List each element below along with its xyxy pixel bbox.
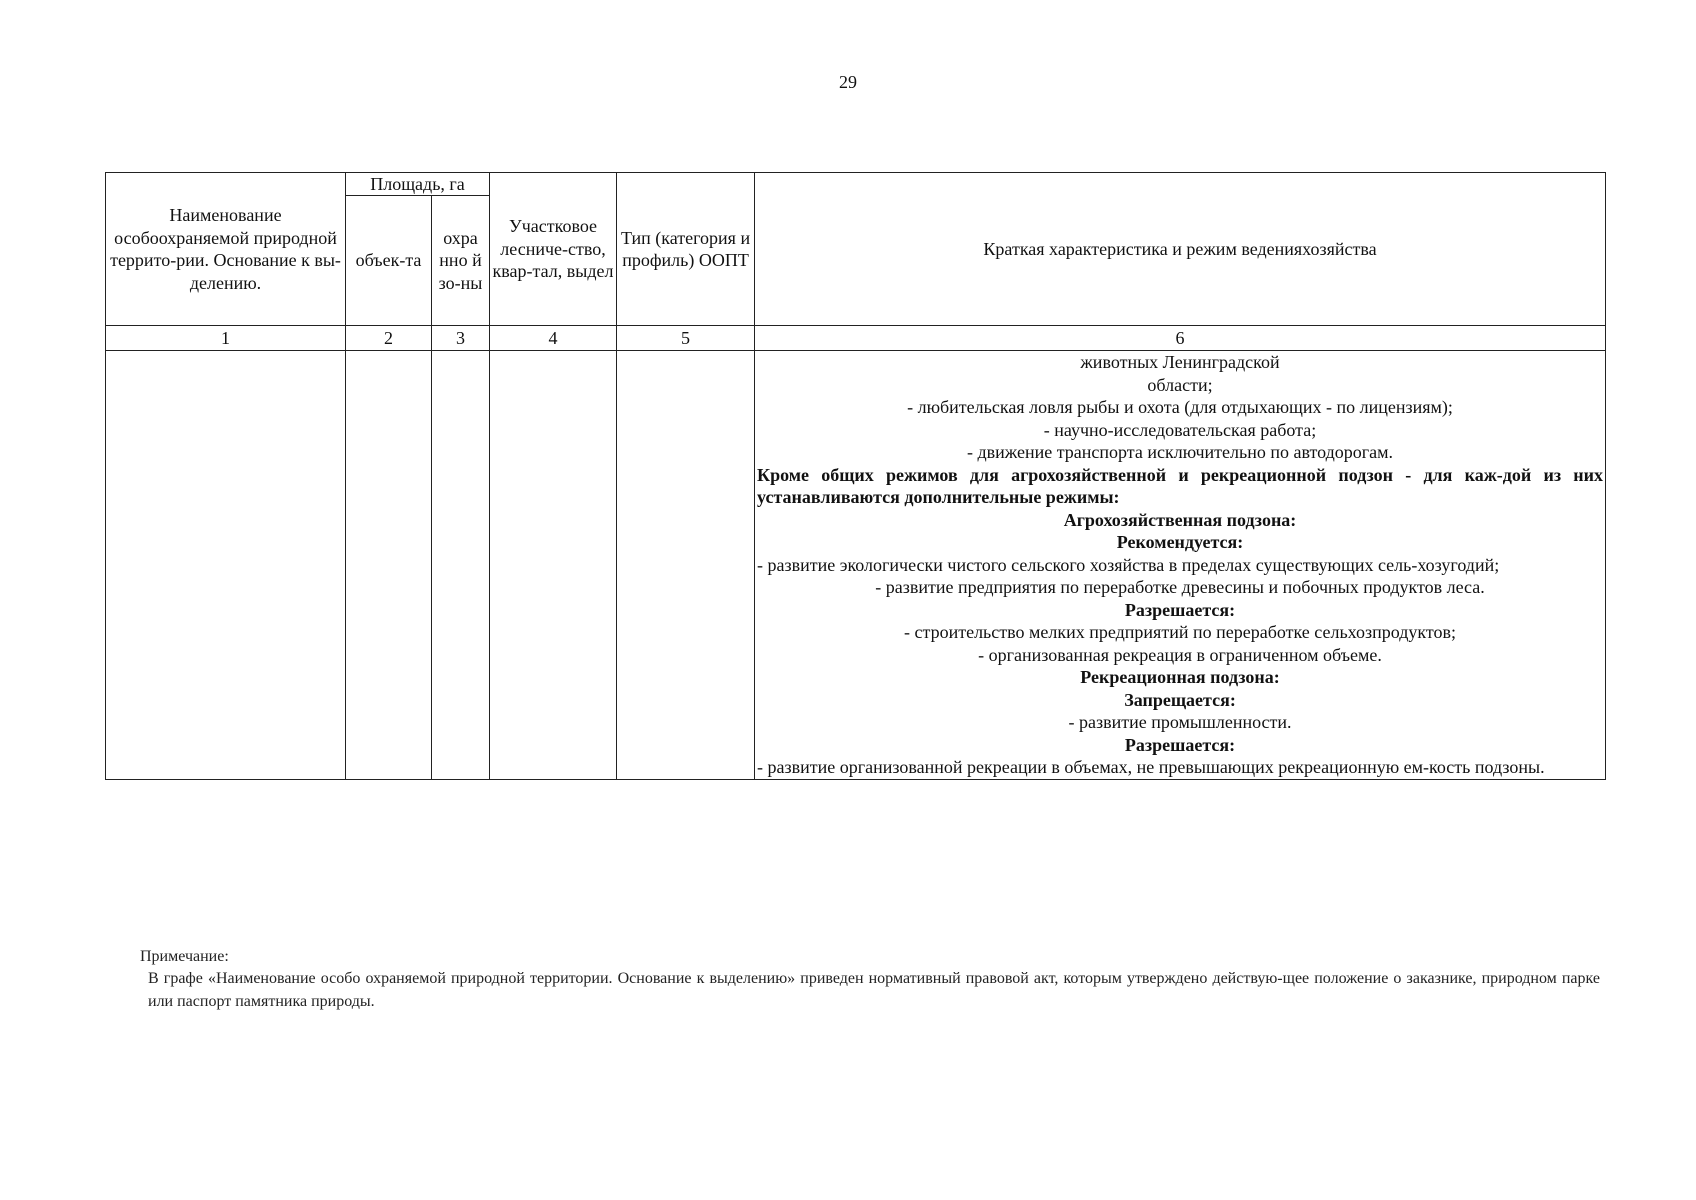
content-line-bold: Кроме общих режимов для агрохозяйственной и рекреационной подзон - для каж-дой из них устанавливаются дополнительные режимы: [757, 464, 1604, 507]
cell-name [106, 351, 346, 780]
header-row-1 [106, 173, 1606, 196]
content-subheading: Разрешается: [1124, 734, 1236, 755]
column-number: 4 [490, 326, 617, 351]
content-line: - научно-исследовательская работа; [1043, 419, 1317, 440]
content-line: - строительство мелких предприятий по переработке сельхозпродуктов; [904, 622, 1456, 642]
header-characteristic: Краткая характеристика и режим веденияхозяйства [755, 173, 1606, 326]
cell-area-object [346, 351, 432, 780]
oopt-table [105, 172, 1606, 780]
content-line: области; [1147, 374, 1213, 395]
cell-characteristic [755, 351, 1606, 780]
column-number: 1 [106, 326, 346, 351]
header-forestry: Участковое лесниче-ство, квар-тал, выдел [490, 173, 617, 326]
content-line: - движение транспорта исключительно по автодорогам. [966, 442, 1394, 462]
column-number: 2 [346, 326, 432, 351]
content-line: - развитие организованной рекреации в объемах, не превышающих рекреационную ем-кость подзоны. [757, 757, 1545, 777]
header-type: Тип (категория и профиль) ООПТ [617, 173, 755, 326]
content-subheading: Агрохозяйственная подзона: [1063, 509, 1297, 530]
content-subheading: Запрещается: [1124, 689, 1236, 710]
content-line: - развитие промышленности. [1068, 712, 1292, 732]
header-name-basis: Наименование особоохраняемой природной террито-рии. Основание к вы-делению. [106, 173, 346, 326]
cell-forestry [490, 351, 617, 780]
cell-type [617, 351, 755, 780]
footnote-text: В графе «Наименование особо охраняемой природной территории. Основание к выделению» приведен нормативный правовой акт, которым утверждено действую-щее положение о заказнике, природном парке или паспорт памятника природы. [148, 970, 1600, 1010]
footnote-title: Примечание: [140, 948, 229, 965]
content-line: животных Ленинградской [1080, 352, 1280, 372]
content-subheading: Рекомендуется: [1116, 532, 1244, 552]
column-numbers-row [106, 326, 1606, 351]
footnote [140, 946, 1600, 1013]
content-line: - любительская ловля рыбы и охота (для отдыхающих - по лицензиям); [907, 397, 1453, 417]
column-number: 5 [617, 326, 755, 351]
content-line: - развитие предприятия по переработке древесины и побочных продуктов леса. [875, 577, 1485, 597]
column-number: 3 [432, 326, 490, 351]
content-line: - развитие экологически чистого сельского хозяйства в пределах существующих сель-хозугодий; [757, 554, 1500, 575]
content-subheading: Рекреационная подзона: [1080, 667, 1280, 687]
header-area-object: объек-та [346, 196, 432, 326]
page-number: 29 [839, 72, 857, 92]
header-area-group: Площадь, га [346, 173, 490, 196]
header-area-zone: охра нно й зо-ны [432, 196, 490, 326]
content-line: - организованная рекреация в ограниченном объеме. [978, 644, 1382, 665]
column-number: 6 [755, 326, 1606, 351]
table-row [106, 351, 1606, 780]
cell-area-zone [432, 351, 490, 780]
content-subheading: Разрешается: [1124, 599, 1236, 620]
